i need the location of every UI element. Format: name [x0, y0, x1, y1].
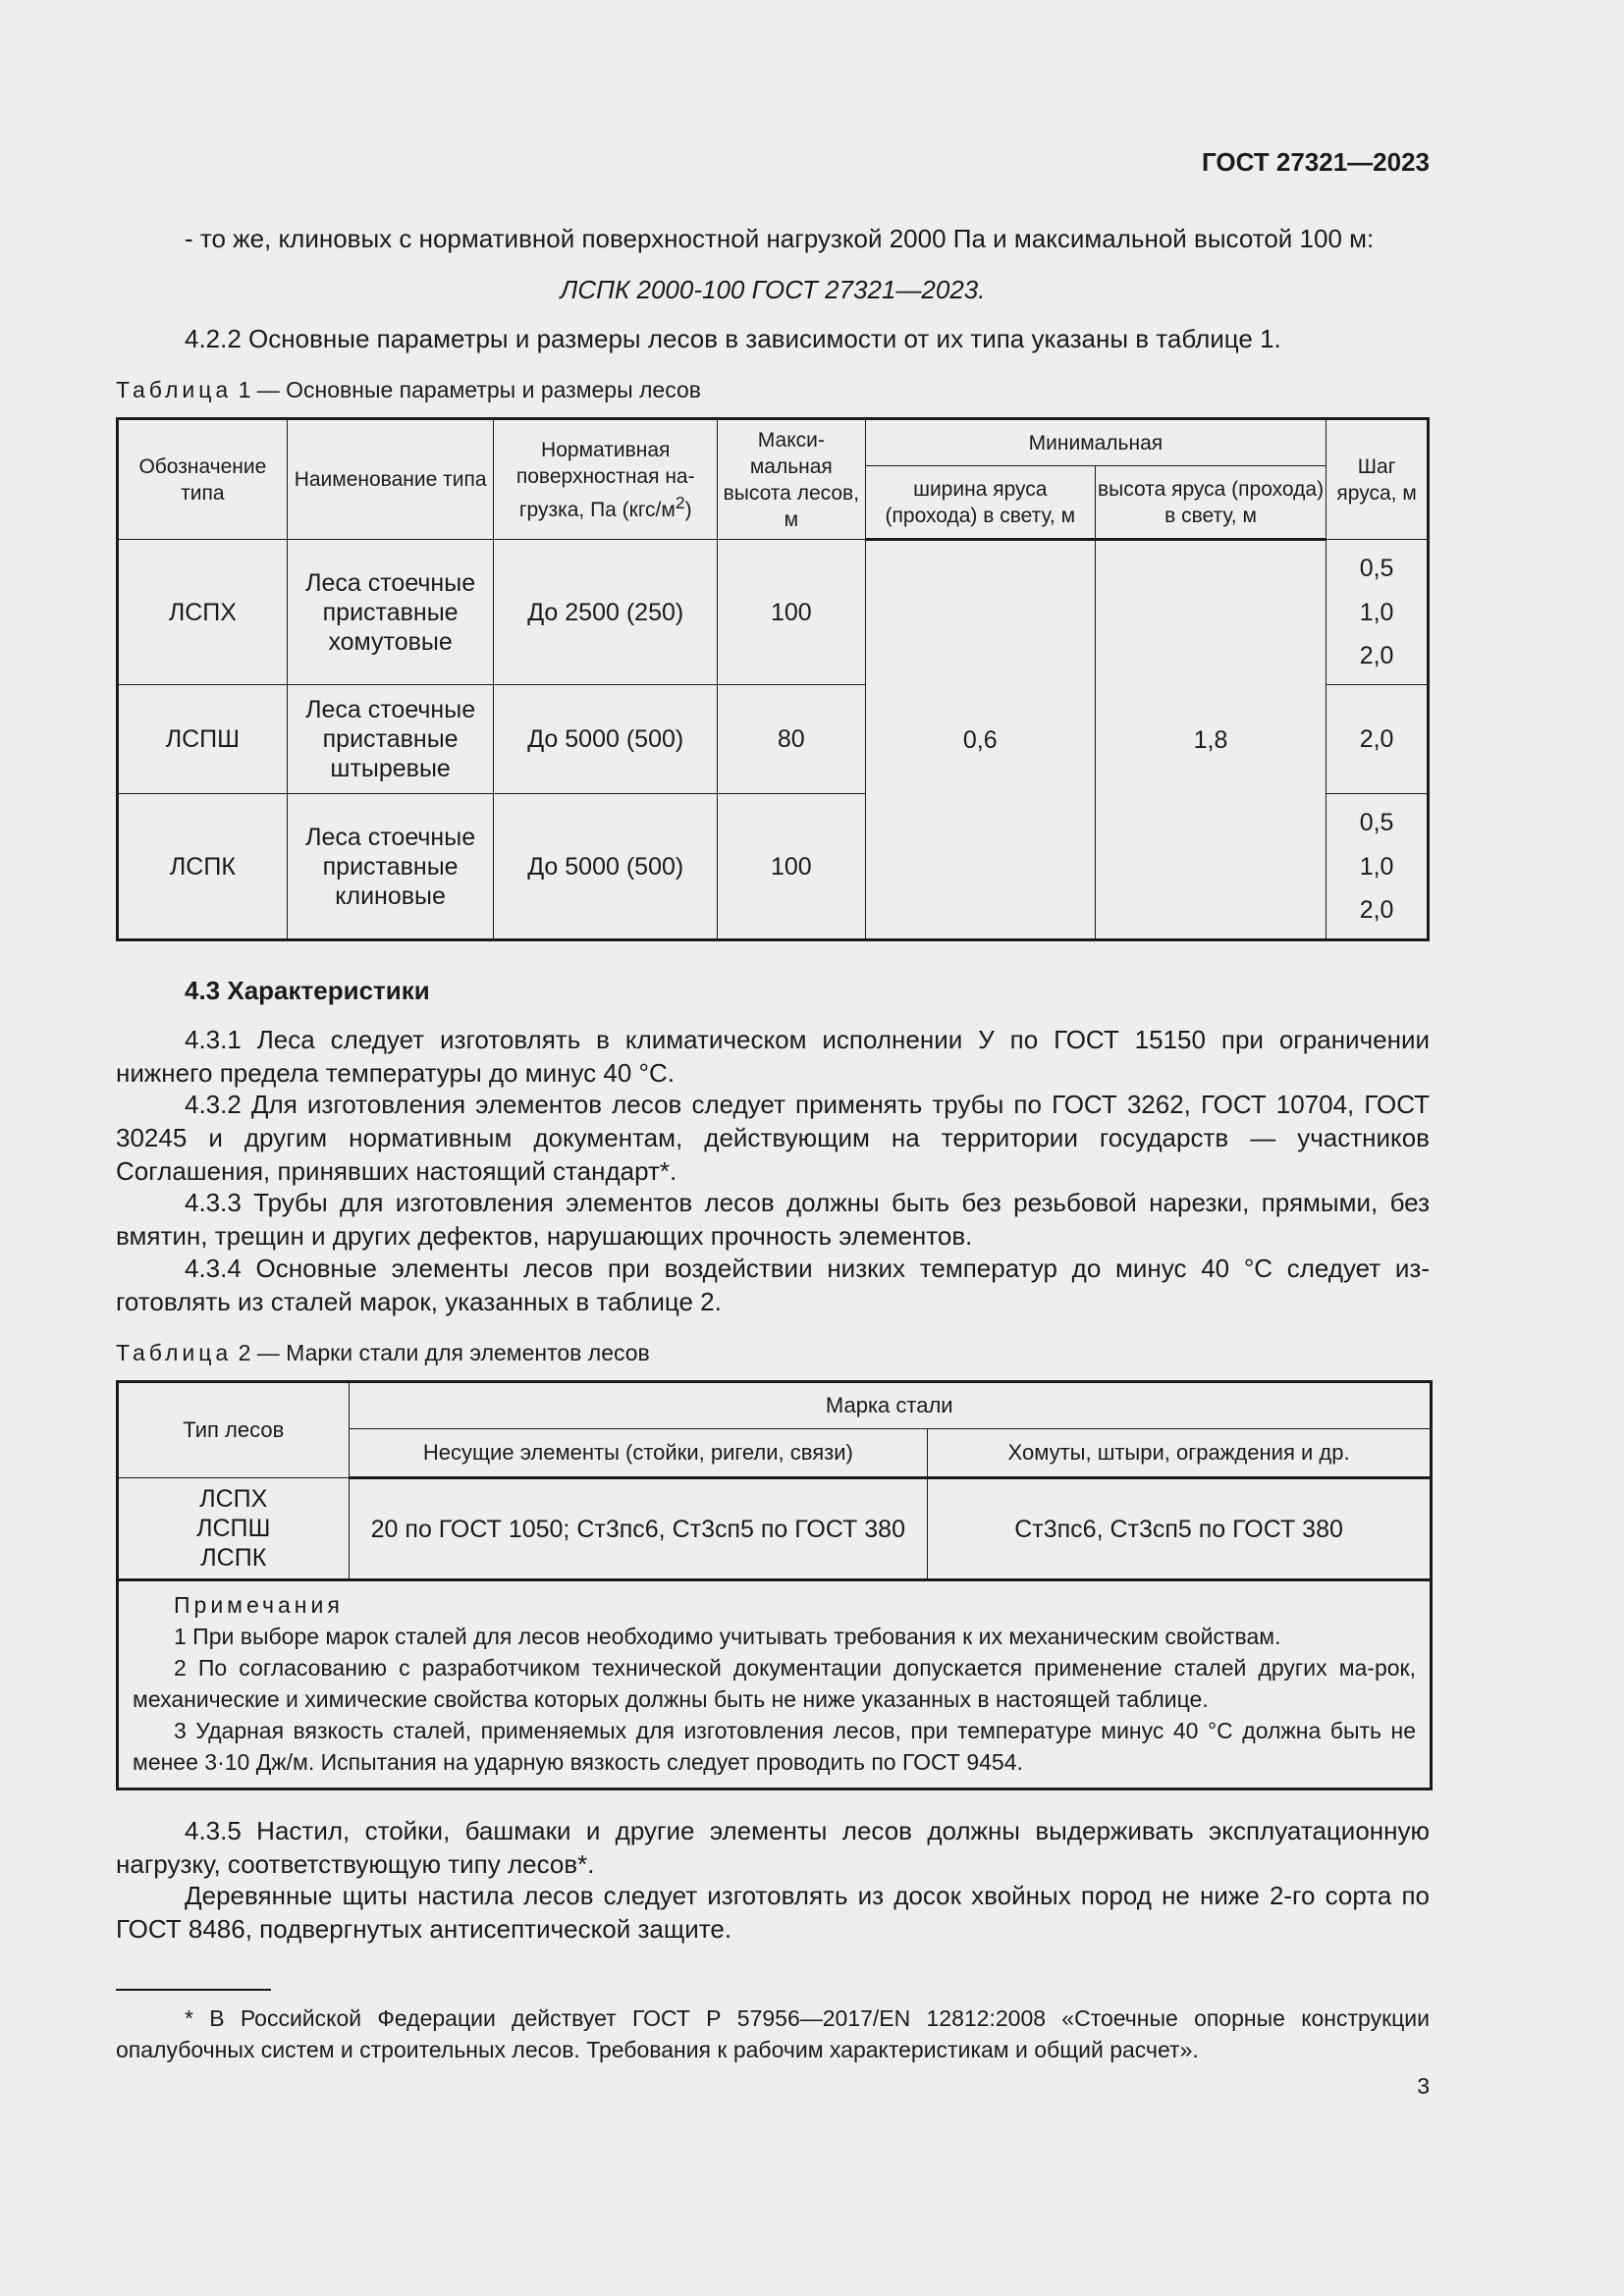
- clamps-steel-value: Ст3пс6, Ст3сп5 по ГОСТ 380: [928, 1478, 1432, 1580]
- header-type-name: Наименование типа: [287, 419, 494, 540]
- header-step: Шаг яруса, м: [1326, 419, 1429, 540]
- header-height: Макси-мальная высота лесов, м: [718, 419, 866, 540]
- parameters-table: [116, 417, 1430, 941]
- header-load-sup: 2: [675, 492, 685, 512]
- row1-height: 100: [718, 540, 866, 685]
- header-bearing-elements: Несущие элементы (стойки, ригели, связи): [349, 1429, 928, 1478]
- step-value: 1,0: [1359, 598, 1394, 626]
- shared-tier-height: 1,8: [1095, 540, 1326, 940]
- section-4-3-heading: 4.3 Характеристики: [185, 976, 430, 1005]
- header-type-code: Обозначение типа: [118, 419, 288, 540]
- intro-line: - то же, клиновых с нормативной поверхностной нагрузкой 2000 Па и максимальной высотой 100 м:: [185, 224, 1375, 253]
- scaffold-types-cell: [118, 1478, 350, 1580]
- row3-name: Леса стоечные приставные клиновые: [287, 794, 494, 940]
- shared-width: 0,6: [865, 540, 1095, 940]
- row2-height: 80: [718, 685, 866, 794]
- row3-height: 100: [718, 794, 866, 940]
- document-header: ГОСТ 27321—2023: [1202, 147, 1430, 177]
- footnote-separator: [116, 1989, 271, 1991]
- step-value: 2,0: [1359, 895, 1394, 924]
- bearing-steel-value: 20 по ГОСТ 1050; Ст3пс6, Ст3сп5 по ГОСТ 380: [349, 1478, 928, 1580]
- notes-title: Примечания: [174, 1592, 344, 1618]
- page-number: 3: [1417, 2073, 1430, 2099]
- header-minimal: Минимальная: [865, 419, 1326, 466]
- header-load: [494, 419, 718, 540]
- step-value: 0,5: [1359, 555, 1394, 583]
- designation-example: ЛСПК 2000-100 ГОСТ 27321—2023.: [560, 275, 986, 304]
- scaffold-type: ЛСПК: [200, 1544, 267, 1572]
- paragraph-4-2-2: 4.2.2 Основные параметры и размеры лесов в зависимости от их типа указаны в таблице 1.: [185, 324, 1281, 353]
- header-load-end: ): [684, 498, 692, 521]
- table1-caption: [116, 377, 701, 403]
- paragraph-4-3-1: 4.3.1 Леса следует изготовлять в климатическом исполнении У по ГОСТ 15150 при ограничении нижнего предела температуры до минус 40 °С.: [116, 1025, 1430, 1088]
- row2-load: До 5000 (500): [494, 685, 718, 794]
- header-tier-height: высота яруса (прохода) в свету, м: [1095, 466, 1326, 540]
- header-scaffold-type: Тип лесов: [118, 1382, 350, 1478]
- table2-caption: [116, 1340, 650, 1366]
- table1-caption-text: 1 — Основные параметры и размеры лесов: [238, 377, 701, 402]
- row2-steps: 2,0: [1326, 685, 1429, 794]
- paragraph-4-3-4: 4.3.4 Основные элементы лесов при воздействии низких температур до минус 40 °С следует из-готовлять из сталей марок, указанных в таблице 2.: [116, 1254, 1430, 1316]
- table2-caption-text: 2 — Марки стали для элементов лесов: [238, 1340, 650, 1365]
- header-width: ширина яруса (прохода) в свету, м: [865, 466, 1095, 540]
- header-load-text: Нормативная поверхностная на-грузка, Па (кгс/м: [515, 438, 695, 521]
- step-value: 2,0: [1359, 641, 1394, 669]
- header-clamps: Хомуты, штыри, ограждения и др.: [928, 1429, 1432, 1478]
- paragraph-4-3-3: 4.3.3 Трубы для изготовления элементов лесов должны быть без резьбовой нарезки, прямыми, без вмятин, трещин и других дефектов, нарушающих прочность элементов.: [116, 1188, 1430, 1251]
- scaffold-type: ЛСПШ: [196, 1515, 271, 1542]
- paragraph-wood-panels: Деревянные щиты настила лесов следует изготовлять из досок хвойных пород не ниже 2-го сорта по ГОСТ 8486, подвергнутых антисептической защите.: [116, 1881, 1430, 1944]
- row3-load: До 5000 (500): [494, 794, 718, 940]
- row2-name: Леса стоечные приставные штыревые: [287, 685, 494, 794]
- steel-grades-table: [116, 1380, 1433, 1790]
- note-item: 2 По согласованию с разработчиком технической документации допускается применение сталей других ма-рок, механические и химические свойства которых должны быть не ниже указанных в настоящей таблице.: [133, 1655, 1416, 1712]
- step-value: 0,5: [1359, 809, 1394, 837]
- row1-code: ЛСПХ: [118, 540, 288, 685]
- row3-code: ЛСПК: [118, 794, 288, 940]
- row1-name: Леса стоечные приставные хомутовые: [287, 540, 494, 685]
- paragraph-4-3-2: 4.3.2 Для изготовления элементов лесов следует применять трубы по ГОСТ 3262, ГОСТ 10704, ГОСТ 30245 и другим нормативным документам, действующим на территории государств — участников Соглашения, принявших настоящий стандарт*.: [116, 1090, 1430, 1186]
- row2-code: ЛСПШ: [118, 685, 288, 794]
- note-item: 3 Ударная вязкость сталей, применяемых для изготовления лесов, при температуре минус 40 °С должна быть не менее 3·10 Дж/м. Испытания на ударную вязкость следует проводить по ГОСТ 9454.: [133, 1718, 1416, 1775]
- row1-load: До 2500 (250): [494, 540, 718, 685]
- table1-caption-label: Таблица: [116, 377, 233, 402]
- note-item: 1 При выборе марок сталей для лесов необходимо учитывать требования к их механическим свойствам.: [174, 1624, 1281, 1649]
- paragraph-4-3-5: 4.3.5 Настил, стойки, башмаки и другие элементы лесов должны выдерживать эксплуатационную нагрузку, соответствующую типу лесов*.: [116, 1816, 1430, 1879]
- row3-steps: [1326, 794, 1429, 940]
- step-value: 1,0: [1359, 852, 1394, 881]
- footnote: * В Российской Федерации действует ГОСТ Р 57956—2017/EN 12812:2008 «Стоечные опорные конструкции опалубочных систем и строительных лесов. Требования к рабочим характеристикам и общий расчет».: [116, 2005, 1430, 2062]
- table2-caption-label: Таблица: [116, 1340, 233, 1365]
- table2-notes: [118, 1580, 1432, 1789]
- header-steel-grade: Марка стали: [349, 1382, 1431, 1429]
- scaffold-type: ЛСПХ: [199, 1485, 268, 1513]
- row1-steps: [1326, 540, 1429, 685]
